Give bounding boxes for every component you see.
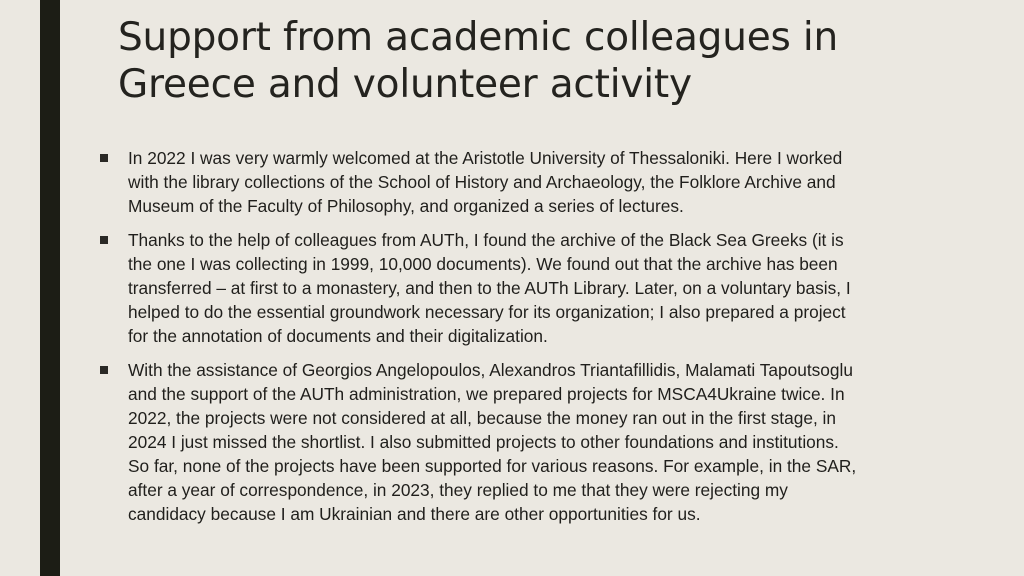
bullet-text-line: with the library collections of the School of History and Archaeology, the Folklore Archive and bbox=[128, 172, 836, 192]
bullet-text-line: transferred – at first to a monastery, and then to the AUTh Library. Later, on a voluntary basis, I bbox=[128, 278, 851, 298]
bullet-text-line: Museum of the Faculty of Philosophy, and organized a series of lectures. bbox=[128, 196, 684, 216]
slide-title-line: Support from academic colleagues in bbox=[118, 15, 838, 60]
bullet-text bbox=[128, 358, 996, 526]
bullet-text-line: the one I was collecting in 1999, 10,000 documents). We found out that the archive has been bbox=[128, 254, 838, 274]
bullet-list bbox=[96, 146, 996, 536]
bullet-text-line: So far, none of the projects have been supported for various reasons. For example, in the SAR, bbox=[128, 456, 857, 476]
bullet-item bbox=[96, 228, 996, 348]
bullet-text bbox=[128, 146, 996, 218]
square-bullet-icon bbox=[100, 366, 108, 374]
bullet-text-line: In 2022 I was very warmly welcomed at the Aristotle University of Thessaloniki. Here I worked bbox=[128, 148, 843, 168]
bullet-text-line: helped to do the essential groundwork necessary for its organization; I also prepared a project bbox=[128, 302, 846, 322]
bullet-text-line: after a year of correspondence, in 2023, they replied to me that they were rejecting my bbox=[128, 480, 788, 500]
bullet-text-line: for the annotation of documents and their digitalization. bbox=[128, 326, 548, 346]
square-bullet-icon bbox=[100, 236, 108, 244]
bullet-item bbox=[96, 146, 996, 218]
slide-title-line: Greece and volunteer activity bbox=[118, 62, 692, 107]
bullet-text-line: candidacy because I am Ukrainian and there are other opportunities for us. bbox=[128, 504, 701, 524]
bullet-text-line: With the assistance of Georgios Angelopoulos, Alexandros Triantafillidis, Malamati Tapoutsoglu bbox=[128, 360, 853, 380]
accent-bar bbox=[40, 0, 60, 576]
bullet-text-line: Thanks to the help of colleagues from AUTh, I found the archive of the Black Sea Greeks (it is bbox=[128, 230, 844, 250]
slide-title bbox=[118, 14, 998, 108]
bullet-item bbox=[96, 358, 996, 526]
bullet-text-line: and the support of the AUTh administration, we prepared projects for MSCA4Ukraine twice. In bbox=[128, 384, 845, 404]
bullet-text-line: 2022, the projects were not considered at all, because the money ran out in the first stage, in bbox=[128, 408, 836, 428]
bullet-text-line: 2024 I just missed the shortlist. I also submitted projects to other foundations and institutions. bbox=[128, 432, 839, 452]
square-bullet-icon bbox=[100, 154, 108, 162]
bullet-text bbox=[128, 228, 996, 348]
